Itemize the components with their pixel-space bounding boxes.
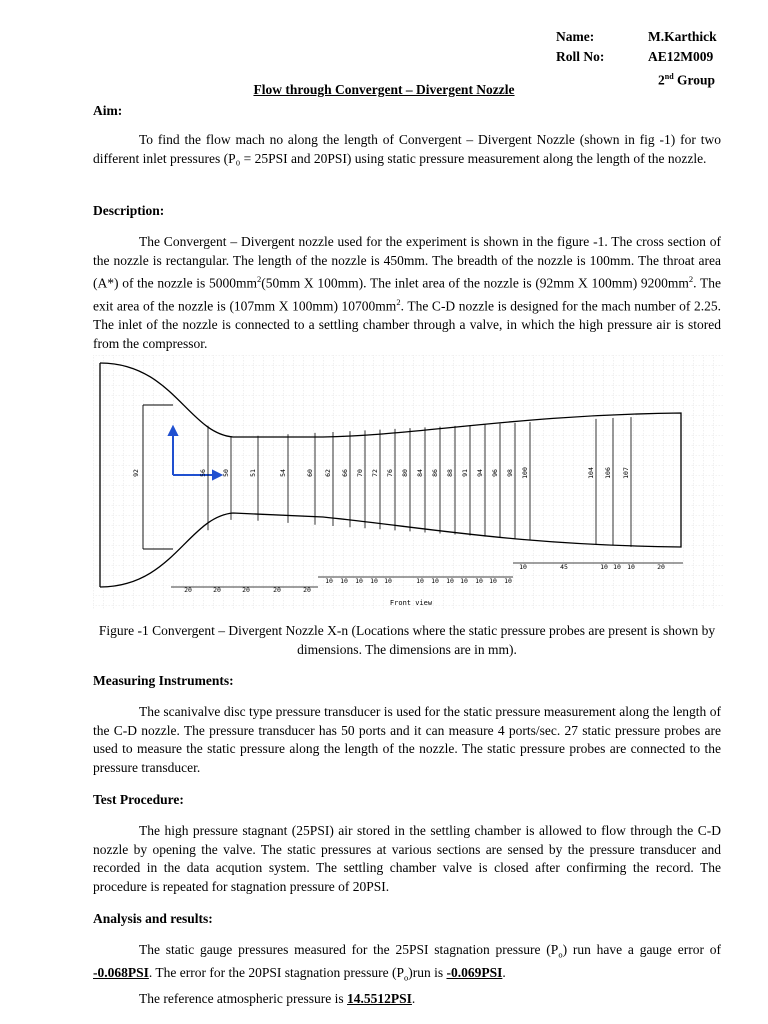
station-height-label: 94 xyxy=(476,469,484,477)
reference-paragraph xyxy=(93,990,721,1009)
station-height-label: 107 xyxy=(622,467,630,479)
station-height-label: 84 xyxy=(416,469,424,477)
dimension-label: 10 xyxy=(355,577,363,585)
page-title: Flow through Convergent – Divergent Nozzle xyxy=(253,82,515,97)
station-height-label: 70 xyxy=(356,469,364,477)
station-height-label: 66 xyxy=(341,469,349,477)
description-sup-3: 2 xyxy=(396,297,401,308)
dimension-label: 10 xyxy=(504,577,512,585)
instruments-paragraph: The scanivalve disc type pressure transducer is used for the static pressure measurement along the length of the C-D nozzle. The pressure transducer has 50 ports and it can measure 4 ports/sec. 27 static pressure probes are used to measure the static pressure along the length of the nozzle. The static pressure probes are connected to the pressure transducer. xyxy=(93,704,721,775)
station-height-label: 51 xyxy=(249,469,257,477)
station-height-label: 88 xyxy=(446,469,454,477)
station-height-label: 91 xyxy=(461,469,469,477)
description-sup-2: 2 xyxy=(688,274,694,285)
station-height-label: 98 xyxy=(506,469,514,477)
station-height-label: 76 xyxy=(386,469,394,477)
analysis-text-5: . xyxy=(502,965,506,981)
description-text-4: . The C-D nozzle is designed for the mach number of 2.25. The inlet of the nozzle is connected to a settling chamber through a valve, in which the high pressure air is stored from the compressor. xyxy=(93,298,721,351)
dimension-label: 20 xyxy=(184,586,192,594)
station-height-label: 60 xyxy=(306,469,314,477)
dimension-label: 10 xyxy=(431,577,439,585)
dimension-label: 20 xyxy=(657,563,665,571)
nozzle-figure xyxy=(93,355,723,610)
station-height-label: 92 xyxy=(132,469,140,477)
station-height-label: 72 xyxy=(371,469,379,477)
station-height-label: 86 xyxy=(431,469,439,477)
dimension-label: 10 xyxy=(519,563,527,571)
analysis-paragraph xyxy=(93,941,721,988)
header-labels xyxy=(556,27,604,67)
dimension-label: 10 xyxy=(446,577,454,585)
dimension-label: 20 xyxy=(242,586,250,594)
description-heading: Description: xyxy=(93,203,165,218)
group-suffix: nd xyxy=(664,72,674,81)
rollno-label: Roll No: xyxy=(556,49,605,64)
station-height-label: 106 xyxy=(604,467,612,479)
analysis-text-3: . The error for the 20PSI stagnation pressure (P xyxy=(148,965,404,981)
station-height-label: 62 xyxy=(324,469,332,477)
gauge-error-25psi: -0.068PSI xyxy=(93,965,149,981)
view-label: Front view xyxy=(389,599,433,607)
analysis-text-1: The static gauge pressures measured for the 25PSI stagnation pressure (P xyxy=(139,942,559,957)
dimension-label: 10 xyxy=(325,577,333,585)
dimension-label: 20 xyxy=(303,586,311,594)
procedure-heading: Test Procedure: xyxy=(93,792,184,807)
dimension-label: 10 xyxy=(384,577,392,585)
name-value: M.Karthick xyxy=(648,29,717,44)
analysis-sub-1: o xyxy=(558,949,563,960)
dimension-label: 10 xyxy=(600,563,608,571)
station-height-label: 54 xyxy=(279,469,287,477)
gauge-error-20psi: -0.069PSI xyxy=(446,965,503,981)
station-height-label: 56 xyxy=(199,469,207,477)
dimension-label: 10 xyxy=(627,563,635,571)
reference-end: . xyxy=(411,991,416,1006)
group-number: 2 xyxy=(658,72,665,88)
aim-paragraph: To find the flow mach no along the length of Convergent – Divergent Nozzle (shown in fig -1) for two different inlet pressures (P₀ = 25PSI and 20PSI) using static pressure measurement along the length of the nozzle. xyxy=(93,132,721,166)
dimension-label: 10 xyxy=(489,577,497,585)
station-height-label: 96 xyxy=(491,469,499,477)
analysis-heading: Analysis and results: xyxy=(93,911,213,926)
aim-heading: Aim: xyxy=(93,103,123,118)
station-height-label: 104 xyxy=(587,467,595,479)
rollno-value: AE12M009 xyxy=(648,49,714,64)
dimension-label: 10 xyxy=(460,577,468,585)
group-word: Group xyxy=(677,72,716,88)
name-label: Name: xyxy=(556,29,595,44)
description-sup-1: 2 xyxy=(256,274,262,285)
analysis-text-2: ) run have a gauge error of xyxy=(562,942,721,957)
grid-background xyxy=(93,355,723,610)
dimension-label: 20 xyxy=(213,586,221,594)
description-paragraph xyxy=(93,233,721,354)
analysis-sub-2: o xyxy=(403,972,409,983)
dimension-label: 10 xyxy=(475,577,483,585)
figure-caption: Figure -1 Convergent – Divergent Nozzle X-n (Locations where the static pressure probes are present is shown by dimensions. The dimensions are in mm). xyxy=(98,623,716,657)
header-values xyxy=(648,27,717,91)
procedure-paragraph: The high pressure stagnant (25PSI) air stored in the settling chamber is allowed to flow through the C-D nozzle by opening the valve. The static pressures at various sections are sensed by the pressure transducer and recorded in the data acqution system. The settling chamber valve is closed after confirming the record. The procedure is repeated for stagnation pressure of 20PSI. xyxy=(93,823,721,894)
reference-pressure-value: 14.5512PSI xyxy=(347,991,412,1006)
station-height-label: 50 xyxy=(222,469,230,477)
dimension-label: 10 xyxy=(370,577,378,585)
dimension-label: 45 xyxy=(560,563,568,571)
description-text-3: . The exit area of the nozzle is (107mm X 100mm) 10700mm xyxy=(93,275,721,314)
description-text-1: The Convergent – Divergent nozzle used for the experiment is shown in the figure -1. The cross section of the nozzle is rectangular. The length of the nozzle is 450mm. The breadth of the nozzle is 100mm. The throat area (A*) of the nozzle is 5000mm xyxy=(93,234,721,291)
station-height-label: 80 xyxy=(401,469,409,477)
analysis-text-4: )run is xyxy=(408,965,447,981)
dimension-label: 10 xyxy=(613,563,621,571)
dimension-label: 20 xyxy=(273,586,281,594)
reference-text: The reference atmospheric pressure is xyxy=(139,991,348,1006)
dimension-label: 10 xyxy=(416,577,424,585)
instruments-heading: Measuring Instruments: xyxy=(93,673,234,688)
station-height-label: 100 xyxy=(521,467,529,479)
description-text-2: (50mm X 100mm). The inlet area of the nozzle is (92mm X 100mm) 9200mm xyxy=(261,275,689,291)
dimension-label: 10 xyxy=(340,577,348,585)
